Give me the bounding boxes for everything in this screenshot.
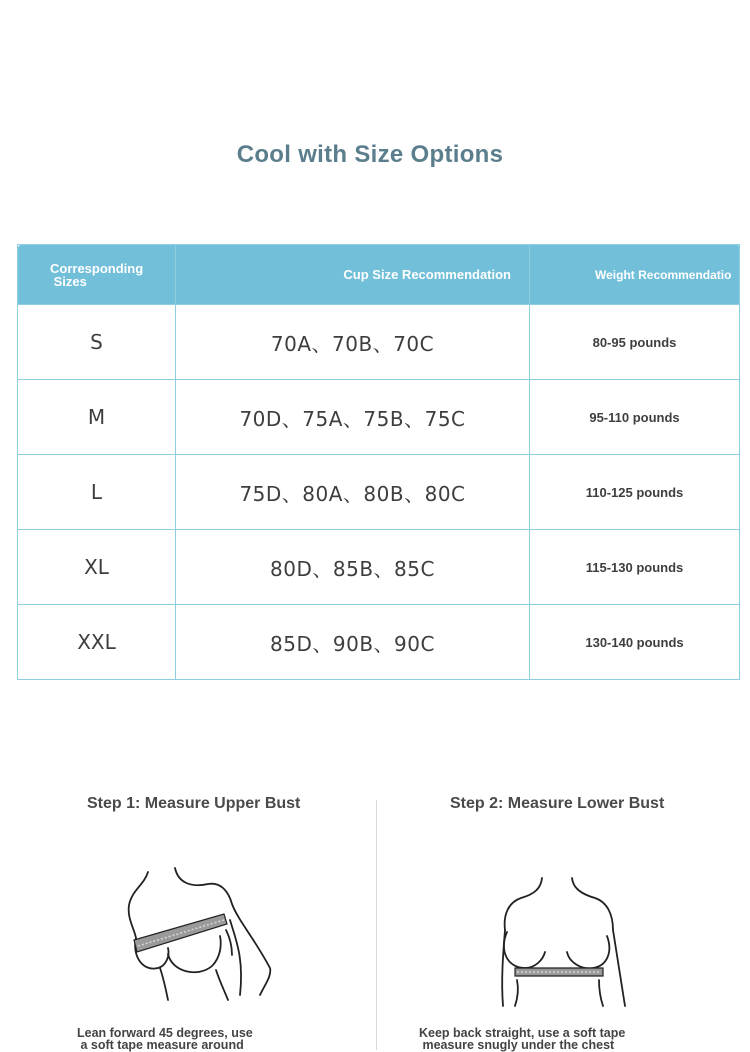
upper-bust-illustration-icon xyxy=(120,860,280,1010)
table-row xyxy=(18,305,740,380)
header-size-label: Corresponding Sizes xyxy=(50,260,144,289)
size-chart-table xyxy=(17,244,740,680)
size-cell: XXL xyxy=(18,605,176,680)
size-cell: L xyxy=(18,455,176,530)
section-divider xyxy=(376,800,377,1050)
table-row xyxy=(18,605,740,680)
weight-cell: 130-140 pounds xyxy=(530,605,740,680)
header-cup-label: Cup Size Recommendation xyxy=(343,267,511,282)
header-weight xyxy=(530,245,740,305)
header-weight-label: Weight Recommendatio xyxy=(595,267,732,282)
size-cell: S xyxy=(18,305,176,380)
page-title: Cool with Size Options xyxy=(236,141,504,168)
weight-cell: 115-130 pounds xyxy=(530,530,740,605)
step2-caption: Keep back straight, use a soft tape measure snugly under the chest xyxy=(419,1026,626,1052)
lower-bust-illustration-icon xyxy=(495,870,635,1015)
table-header-row xyxy=(18,245,740,305)
step1-title: Step 1: Measure Upper Bust xyxy=(87,795,301,812)
table-row xyxy=(18,530,740,605)
table-row xyxy=(18,380,740,455)
cup-cell: 80D、85B、85C xyxy=(176,530,530,605)
weight-cell: 110-125 pounds xyxy=(530,455,740,530)
cup-cell: 70A、70B、70C xyxy=(176,305,530,380)
size-cell: XL xyxy=(18,530,176,605)
cup-cell: 75D、80A、80B、80C xyxy=(176,455,530,530)
cup-cell: 70D、75A、75B、75C xyxy=(176,380,530,455)
step2-title: Step 2: Measure Lower Bust xyxy=(450,795,665,812)
cup-cell: 85D、90B、90C xyxy=(176,605,530,680)
header-corresponding-sizes xyxy=(18,245,176,305)
weight-cell: 80-95 pounds xyxy=(530,305,740,380)
header-cup-size xyxy=(176,245,530,305)
step1-caption: Lean forward 45 degrees, use a soft tape measure around xyxy=(77,1026,253,1052)
weight-cell: 95-110 pounds xyxy=(530,380,740,455)
size-cell: M xyxy=(18,380,176,455)
table-row xyxy=(18,455,740,530)
